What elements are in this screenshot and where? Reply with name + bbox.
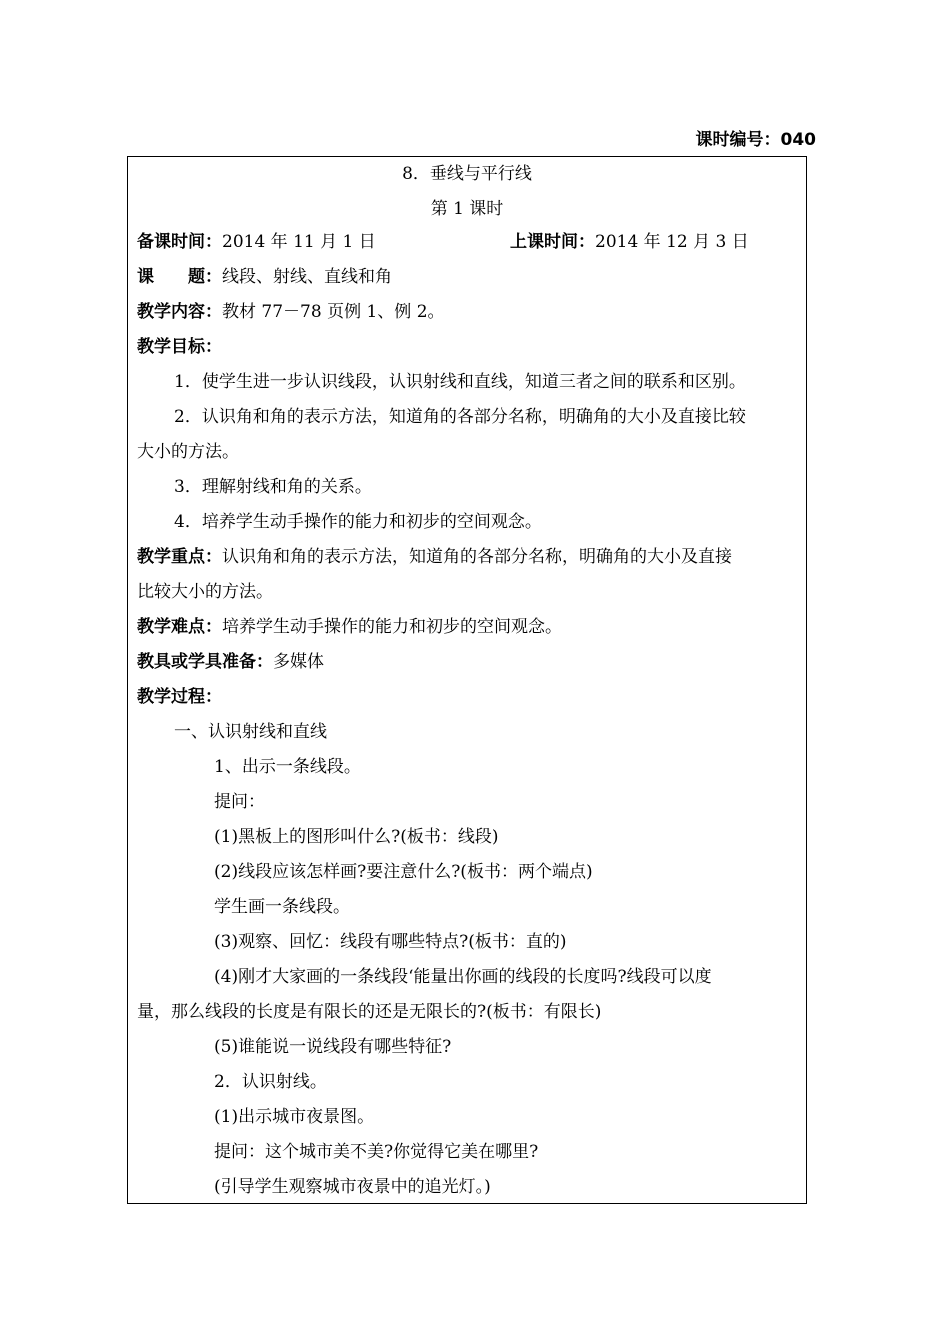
difficulties-value: 培养学生动手操作的能力和初步的空间观念。	[222, 617, 562, 637]
process-line: (3)观察、回忆：线段有哪些特点?(板书：直的)	[214, 932, 567, 952]
process-line: 提问：这个城市美不美?你觉得它美在哪里?	[214, 1142, 539, 1162]
topic-label: 课 题：	[137, 267, 222, 287]
lesson-number-label: 课时编号：	[695, 130, 781, 150]
lesson-plan-table	[127, 156, 807, 1204]
process-line: 一、认识射线和直线	[174, 722, 327, 742]
process-line: (引导学生观察城市夜景中的追光灯。)	[214, 1177, 491, 1197]
class-time-value: 2014 年 12 月 3 日	[595, 232, 749, 252]
difficulties-label: 教学难点：	[137, 617, 222, 637]
goal-item: 1．使学生进一步认识线段，认识射线和直线，知道三者之间的联系和区别。	[174, 372, 746, 392]
class-time	[510, 231, 749, 253]
materials-value: 多媒体	[273, 652, 324, 672]
goal-item: 4．培养学生动手操作的能力和初步的空间观念。	[174, 512, 542, 532]
goal-item: 3．理解射线和角的关系。	[174, 477, 372, 497]
content	[137, 301, 445, 323]
process-line: (5)谁能说一说线段有哪些特征?	[214, 1037, 452, 1057]
process-label: 教学过程：	[137, 687, 222, 707]
process-line: 2．认识射线。	[214, 1072, 327, 1092]
key-points-label: 教学重点：	[137, 547, 222, 567]
class-time-label: 上课时间：	[510, 232, 595, 252]
process-line: 学生画一条线段。	[214, 897, 350, 917]
process-line: (1)出示城市夜景图。	[214, 1107, 375, 1127]
key-points-line1: 认识角和角的表示方法，知道角的各部分名称，明确角的大小及直接	[222, 547, 732, 567]
process-line: (2)线段应该怎样画?要注意什么?(板书：两个端点)	[214, 862, 593, 882]
goal-item: 2．认识角和角的表示方法，知道角的各部分名称，明确角的大小及直接比较	[174, 407, 746, 427]
process-line: 提问：	[214, 792, 265, 812]
lesson-subtitle: 第 1 课时	[430, 199, 504, 219]
prep-time-value: 2014 年 11 月 1 日	[222, 232, 376, 252]
materials-label: 教具或学具准备：	[137, 652, 273, 672]
materials	[137, 651, 324, 673]
topic	[137, 266, 392, 288]
lesson-number	[696, 125, 817, 150]
process-line: (1)黑板上的图形叫什么?(板书：线段)	[214, 827, 499, 847]
key-points-line2: 比较大小的方法。	[137, 582, 273, 602]
topic-value: 线段、射线、直线和角	[222, 267, 392, 287]
chapter-title: 8．垂线与平行线	[402, 164, 532, 184]
difficulties	[137, 616, 562, 638]
content-label: 教学内容：	[137, 302, 222, 322]
process-line: (4)刚才大家画的一条线段‘能量出你画的线段的长度吗?线段可以度	[214, 967, 712, 987]
process-line: 1、出示一条线段。	[214, 757, 361, 777]
key-points	[137, 546, 732, 568]
lesson-number-value: 040	[780, 130, 816, 150]
process-line: 量，那么线段的长度是有限长的还是无限长的?(板书：有限长)	[137, 1002, 602, 1022]
content-value: 教材 77－78 页例 1、例 2。	[222, 302, 445, 322]
goal-item: 大小的方法。	[137, 442, 239, 462]
prep-time-label: 备课时间：	[137, 232, 222, 252]
goals-label: 教学目标：	[137, 337, 222, 357]
prep-time	[137, 231, 376, 253]
